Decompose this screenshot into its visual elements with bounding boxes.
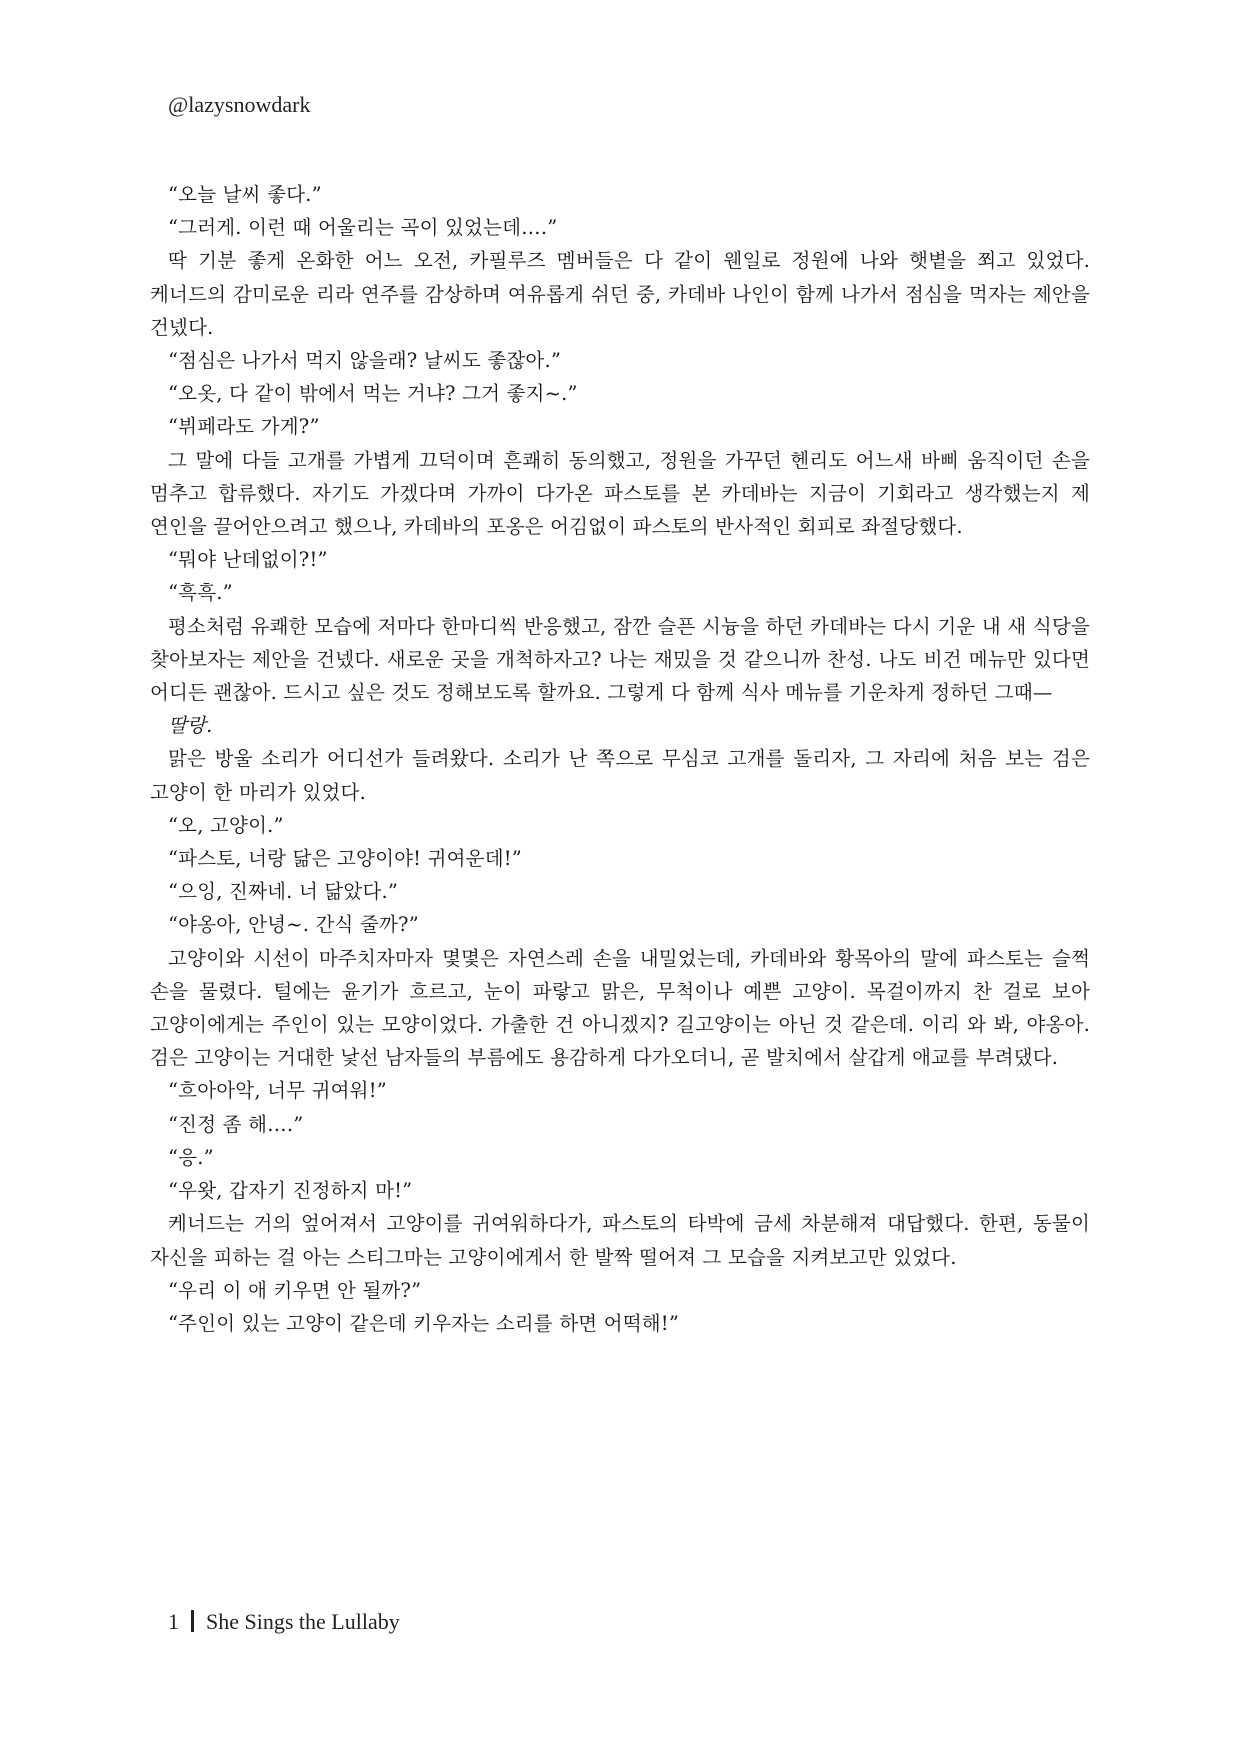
author-handle: @lazysnowdark: [168, 92, 311, 117]
paragraph: 그 말에 다들 고개를 가볍게 끄덕이며 흔쾌히 동의했고, 정원을 가꾸던 헨리도 어느새 바삐 움직이던 손을 멈추고 합류했다. 자기도 가겠다며 가까이 다가온 파스토를 본 카데바는 지금이 기회라고 생각했는지 제 연인을 끌어안으려고 했으나, 카데바의 포옹은 어김없이 파스토의 반사적인 회피로 좌절당했다.: [150, 448, 1090, 539]
paragraph: “점심은 나가서 먹지 않을래? 날씨도 좋잖아.”: [168, 349, 562, 373]
paragraph: “우왓, 갑자기 진정하지 마!”: [168, 1179, 413, 1203]
paragraph: “오옷, 다 같이 밖에서 먹는 거냐? 그거 좋지~.”: [168, 382, 578, 406]
paragraph: “주인이 있는 고양이 같은데 키우자는 소리를 하면 어떡해!”: [168, 1311, 680, 1335]
page-number: 1: [168, 1609, 179, 1634]
paragraph: “오, 고양이.”: [168, 813, 284, 837]
paragraph: “흐아아악, 너무 귀여워!”: [168, 1079, 387, 1103]
paragraph: 평소처럼 유쾌한 모습에 저마다 한마디씩 반응했고, 잠깐 슬픈 시늉을 하던 카데바는 다시 기운 내 새 식당을 찾아보자는 제안을 건넸다. 새로운 곳을 개척하자고? 나는 재밌을 것 같으니까 찬성. 나도 비건 메뉴만 있다면 어디든 괜찮아. 드시고 싶은 것도 정해보도록 할까요. 그렇게 다 함께 식사 메뉴를 기운차게 정하던 그때—: [150, 614, 1090, 705]
page-footer: [168, 1607, 400, 1637]
paragraph: 딱 기분 좋게 온화한 어느 오전, 카필루즈 멤버들은 다 같이 웬일로 정원에 나와 햇볕을 쬐고 있었다. 케너드의 감미로운 리라 연주를 감상하며 여유롭게 쉬던 중, 카데바 나인이 함께 나가서 점심을 먹자는 제안을 건넸다.: [150, 249, 1090, 339]
paragraph: 딸랑.: [168, 714, 213, 738]
paragraph: “뷔페라도 가게?”: [168, 415, 320, 439]
paragraph: 케너드는 거의 엎어져서 고양이를 귀여워하다가, 파스토의 타박에 금세 차분해져 대답했다. 한편, 동물이 자신을 피하는 걸 아는 스티그마는 고양이에게서 한 발짝 떨어져 그 모습을 지켜보고만 있었다.: [150, 1212, 1090, 1269]
paragraph: “진정 좀 해….”: [168, 1112, 304, 1136]
paragraph: “으잉, 진짜네. 너 닮았다.”: [168, 880, 399, 904]
footer-separator: [191, 1610, 194, 1632]
paragraph: “야옹아, 안녕~. 간식 줄까?”: [168, 913, 419, 937]
paragraph: “뭐야 난데없이?!”: [168, 548, 328, 572]
paragraph: “흑흑.”: [168, 581, 233, 605]
paragraph: “파스토, 너랑 닮은 고양이야! 귀여운데!”: [168, 847, 522, 871]
paragraph: “우리 이 애 키우면 안 될까?”: [168, 1278, 422, 1302]
paragraph: “응.”: [168, 1145, 214, 1169]
paragraph: 고양이와 시선이 마주치자마자 몇몇은 자연스레 손을 내밀었는데, 카데바와 황목아의 말에 파스토는 슬쩍 손을 물렸다. 털에는 윤기가 흐르고, 눈이 파랗고 맑은, 무척이나 예쁜 고양이. 목걸이까지 찬 걸로 보아 고양이에게는 주인이 있는 모양이었다. 가출한 건 아니겠지? 길고양이는 아닌 것 같은데. 이리 와 봐, 야옹아. 검은 고양이는 거대한 낯선 남자들의 부름에도 용감하게 다가오더니, 곧 발치에서 살갑게 애교를 부려댔다.: [150, 946, 1090, 1070]
body-text: [150, 178, 1090, 1340]
paragraph: 맑은 방울 소리가 어디선가 들려왔다. 소리가 난 쪽으로 무심코 고개를 돌리자, 그 자리에 처음 보는 검은 고양이 한 마리가 있었다.: [150, 747, 1090, 804]
book-title: She Sings the Lullaby: [206, 1609, 400, 1634]
paragraph: “그러게. 이런 때 어울리는 곡이 있었는데….”: [168, 216, 558, 240]
paragraph: “오늘 날씨 좋다.”: [168, 183, 322, 206]
